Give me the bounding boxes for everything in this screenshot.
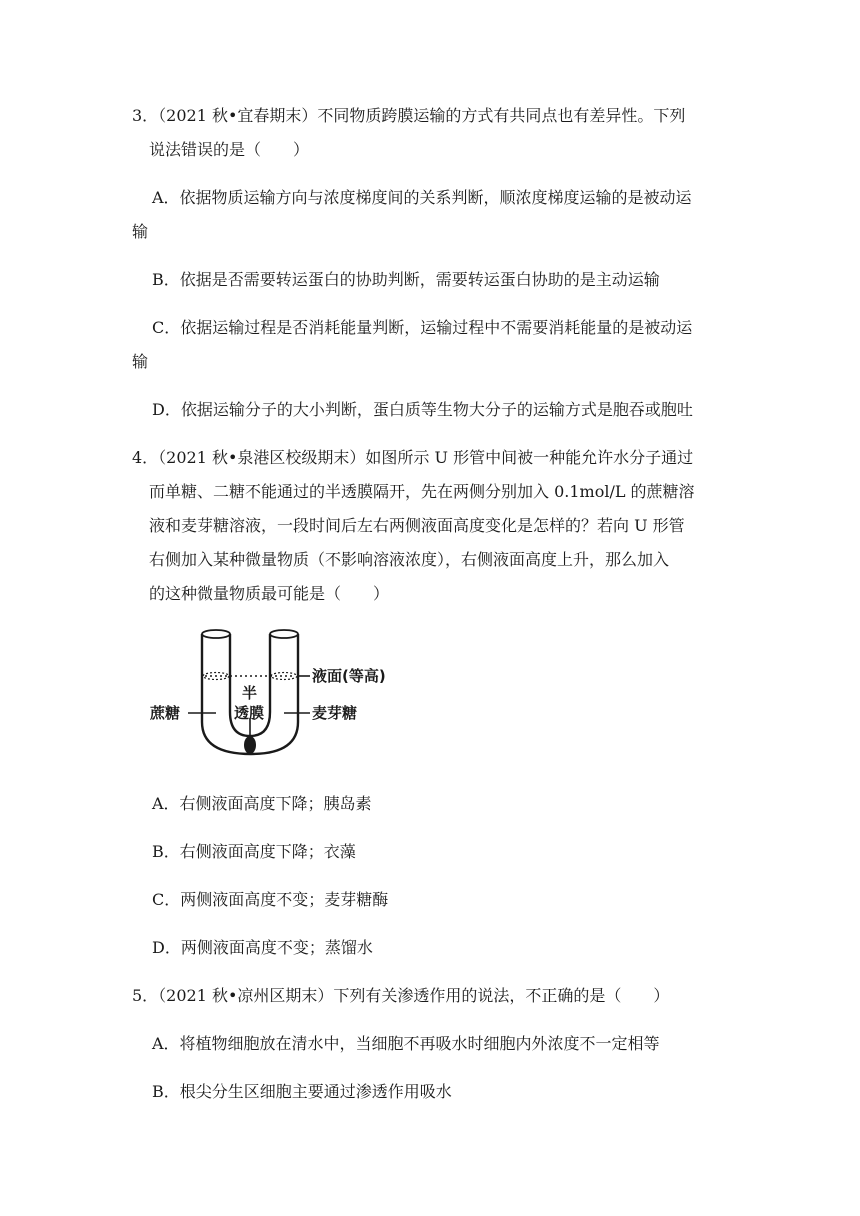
label-liquid-level: 液面(等高) [312, 667, 386, 685]
q3-option-d: D．依据运输分子的大小判断，蛋白质等生物大分子的运输方式是胞吞或胞吐 [152, 400, 693, 419]
q5-option-b: B．根尖分生区细胞主要通过渗透作用吸水 [152, 1082, 452, 1101]
q3-option-a-line1: A．依据物质运输方向与浓度梯度间的关系判断，顺浓度梯度运输的是被动运 [152, 188, 692, 207]
q4-option-d: D．两侧液面高度不变；蒸馏水 [152, 938, 373, 957]
q3-option-c-line1: C．依据运输过程是否消耗能量判断，运输过程中不需要消耗能量的是被动运 [152, 318, 693, 337]
label-maltose: 麦芽糖 [312, 704, 358, 722]
label-sucrose: 蔗糖 [150, 704, 181, 722]
q3-option-b: B．依据是否需要转运蛋白的协助判断，需要转运蛋白协助的是主动运输 [152, 270, 660, 289]
q3-option-a-line2: 输 [132, 222, 149, 241]
q3-stem-line2: 说法错误的是（ ） [149, 140, 310, 159]
q4-stem-line2: 而单糖、二糖不能通过的半透膜隔开，先在两侧分别加入 0.1mol/L 的蔗糖溶 [149, 482, 695, 501]
q4-option-c: C．两侧液面高度不变；麦芽糖酶 [152, 890, 389, 909]
left-tube-opening [202, 630, 230, 638]
label-membrane-2: 透膜 [234, 704, 265, 722]
q3-stem-line1: 3．（2021 秋•宜春期末）不同物质跨膜运输的方式有共同点也有差异性。下列 [132, 106, 686, 125]
right-tube-opening [270, 630, 298, 638]
q5-stem: 5．（2021 秋•凉州区期末）下列有关渗透作用的说法，不正确的是（ ） [132, 986, 670, 1005]
q4-stem-line4: 右侧加入某种微量物质（不影响溶液浓度），右侧液面高度上升，那么加入 [149, 550, 670, 569]
right-liquid-surface [271, 673, 297, 680]
q4-stem-line1: 4．（2021 秋•泉港区校级期末）如图所示 U 形管中间被一种能允许水分子通过 [132, 448, 694, 467]
q4-stem-line5: 的这种微量物质最可能是（ ） [149, 584, 390, 603]
q3-option-c-line2: 输 [132, 352, 149, 371]
q5-option-a: A．将植物细胞放在清水中，当细胞不再吸水时细胞内外浓度不一定相等 [152, 1034, 660, 1053]
q4-option-b: B．右侧液面高度下降；衣藻 [152, 842, 356, 861]
u-tube-diagram [150, 622, 400, 762]
semipermeable-membrane [244, 736, 256, 754]
q4-option-a: A．右侧液面高度下降；胰岛素 [152, 794, 372, 813]
q4-stem-line3: 液和麦芽糖溶液，一段时间后左右两侧液面高度变化是怎样的？若向 U 形管 [149, 516, 685, 535]
label-membrane-1: 半 [242, 684, 258, 702]
